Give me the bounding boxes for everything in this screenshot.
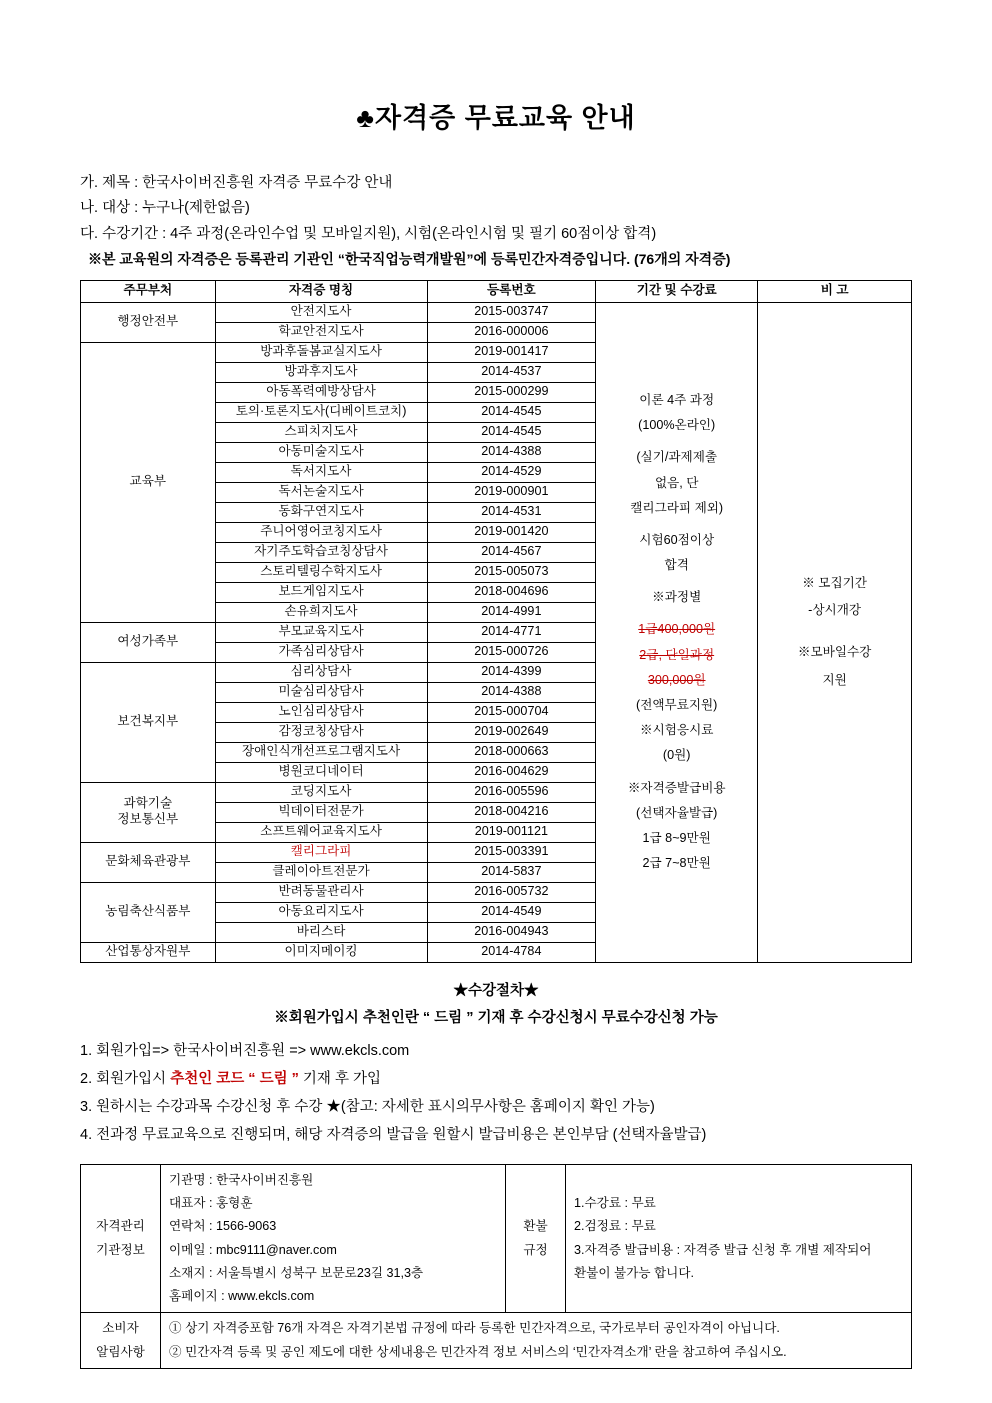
step-number: 3. — [80, 1099, 93, 1116]
cell-registration-number: 2014-4531 — [427, 502, 596, 522]
cell-certificate-name: 독서지도사 — [215, 462, 427, 482]
step-text: 회원가입=> 한국사이버진흥원 => www.ekcls.com — [96, 1042, 410, 1059]
cell-registration-number: 2015-000704 — [427, 702, 596, 722]
cell-certificate-name: 부모교육지도사 — [215, 622, 427, 642]
department-line: 여성가족부 — [117, 634, 179, 649]
cell-certificate-name: 코딩지도사 — [215, 782, 427, 802]
remark-line: -상시개강 — [808, 603, 862, 618]
cell-certificate-name: 소프트웨어교육지도사 — [215, 822, 427, 842]
cell-certificate-name: 이미지메이킹 — [215, 942, 427, 962]
cell-registration-number: 2019-001417 — [427, 342, 596, 362]
org-homepage: 홈페이지 : www.ekcls.com — [169, 1289, 315, 1304]
th-remark: 비 고 — [758, 280, 912, 302]
cell-registration-number: 2016-005732 — [427, 882, 596, 902]
th-department: 주무부처 — [81, 280, 216, 302]
notice-label-line2: 알림사항 — [96, 1344, 145, 1359]
notice-item-1: ① 상기 자격증포함 76개 자격은 자격기본법 규정에 따라 등록한 민간자격으로, 국가로부터 공인자격이 아닙니다. — [169, 1321, 780, 1336]
cell-registration-number: 2015-000299 — [427, 382, 596, 402]
table-row — [81, 1313, 912, 1369]
spacer — [598, 610, 755, 617]
refund-exam: 2.검정료 : 무료 — [574, 1219, 656, 1234]
table-body — [81, 302, 912, 962]
cell-certificate-name: 바리스타 — [215, 922, 427, 942]
cell-certificate-name: 병원코디네이터 — [215, 762, 427, 782]
cell-certificate-name: 스피치지도사 — [215, 422, 427, 442]
cell-department — [81, 302, 216, 342]
fee-line: (전액무료지원) — [636, 698, 718, 712]
cell-department — [81, 662, 216, 782]
fee-line: (선택자율발급) — [636, 805, 718, 820]
fee-line: 1급400,000원 — [638, 622, 716, 637]
cell-registration-number: 2014-4388 — [427, 682, 596, 702]
refund-label-line1: 환불 — [523, 1219, 548, 1234]
step-text-pre: 회원가입시 — [96, 1070, 171, 1087]
title-container — [80, 0, 912, 135]
cell-registration-number: 2018-000663 — [427, 742, 596, 762]
cell-registration-number: 2016-004943 — [427, 922, 596, 942]
table-header-row — [81, 280, 912, 302]
cell-registration-number: 2015-005073 — [427, 562, 596, 582]
cell-certificate-name: 가족심리상담사 — [215, 642, 427, 662]
fee-line: (0원) — [662, 748, 691, 763]
cell-registration-number: 2015-003391 — [427, 842, 596, 862]
step-number: 2. — [80, 1070, 93, 1087]
certificate-table — [80, 280, 912, 963]
procedure-steps — [80, 1037, 912, 1150]
intro-line-subject: 가. 제목 : 한국사이버진흥원 자격증 무료수강 안내 — [80, 175, 393, 191]
cell-certificate-name: 스토리텔링수학지도사 — [215, 562, 427, 582]
org-address: 소재지 : 서울특별시 성북구 보문로23길 31,3층 — [169, 1265, 424, 1280]
fee-line: 1급 8~9만원 — [642, 830, 711, 845]
cell-registration-number: 2014-5837 — [427, 862, 596, 882]
refund-tuition: 1.수강료 : 무료 — [574, 1195, 656, 1210]
cell-certificate-name: 보드게임지도사 — [215, 582, 427, 602]
fee-line: 없음, 단 — [654, 475, 699, 490]
spacer — [598, 769, 755, 776]
fee-line: 2급 7~8만원 — [642, 856, 711, 871]
step-text-pre: 원하시는 수강과목 수강신청 후 수강 — [96, 1099, 327, 1116]
cell-department — [81, 842, 216, 882]
cell-registration-number: 2014-4529 — [427, 462, 596, 482]
cell-department — [81, 342, 216, 622]
spacer — [598, 521, 755, 528]
fee-line: 이론 4주 과정 — [639, 392, 715, 407]
info-label-line2: 기관정보 — [96, 1242, 145, 1257]
fee-line: (실기/과제제출 — [636, 450, 718, 465]
th-registration-number: 등록번호 — [427, 280, 596, 302]
refund-label-line2: 규정 — [523, 1242, 548, 1257]
department-line: 보건복지부 — [117, 714, 179, 729]
cell-registration-number: 2019-000901 — [427, 482, 596, 502]
cell-remark — [758, 302, 912, 962]
remark-line: ※ 모집기간 — [802, 575, 867, 590]
step-text-post: ★(참고: 자세한 표시의무사항은 홈페이지 확인 가능) — [326, 1099, 655, 1116]
intro-line-duration: 다. 수강기간 : 4주 과정(온라인수업 및 모바일지원), 시험(온라인시험 및 필기 60점이상 합격) — [80, 225, 657, 242]
notice-item-2: ② 민간자격 등록 및 공인 제도에 대한 상세내용은 민간자격 정보 서비스의 ‘민간자격소개’ 란을 참고하여 주십시오. — [169, 1344, 787, 1359]
cell-certificate-name: 장애인식개선프로그램지도사 — [215, 742, 427, 762]
info-label-line1: 자격관리 — [96, 1219, 145, 1234]
department-line: 문화체육관광부 — [105, 854, 191, 869]
cell-department — [81, 942, 216, 962]
department-line: 과학기술 — [123, 796, 173, 811]
cell-certificate-name: 아동폭력예방상담사 — [215, 382, 427, 402]
cell-registration-number: 2014-4388 — [427, 442, 596, 462]
info-label-cell — [81, 1164, 161, 1313]
org-name: 기관명 : 한국사이버진흥원 — [169, 1172, 314, 1187]
cell-registration-number: 2014-4991 — [427, 602, 596, 622]
step-text: 전과정 무료교육으로 진행되며, 해당 자격증의 발급을 원할시 발급비용은 본인부담 (선택자율발급) — [96, 1127, 707, 1144]
refund-issue: 3.자격증 발급비용 : 자격증 발급 신청 후 개별 제작되어 — [574, 1242, 872, 1257]
th-certificate-name: 자격증 명칭 — [215, 280, 427, 302]
cell-registration-number: 2014-4545 — [427, 402, 596, 422]
cell-registration-number: 2019-001121 — [427, 822, 596, 842]
step-text-post: 기재 후 가입 — [298, 1070, 381, 1087]
cell-registration-number: 2014-4399 — [427, 662, 596, 682]
department-line: 농림축산식품부 — [105, 904, 191, 919]
cell-certificate-name: 손유희지도사 — [215, 602, 427, 622]
cell-certificate-name: 토의·토론지도사(디베이트코치) — [215, 402, 427, 422]
org-tel: 연락처 : 1566-9063 — [169, 1219, 277, 1234]
cell-period-and-fee — [596, 302, 758, 962]
list-item — [80, 1093, 912, 1121]
spacer — [598, 438, 755, 445]
cell-certificate-name: 주니어영어코칭지도사 — [215, 522, 427, 542]
refund-label-cell — [506, 1164, 566, 1313]
table-row — [81, 302, 912, 322]
cell-department — [81, 882, 216, 942]
cell-certificate-name: 캘리그라피 — [215, 842, 427, 862]
refund-body-cell — [566, 1164, 912, 1313]
department-line: 산업통상자원부 — [105, 944, 191, 959]
cell-certificate-name: 동화구연지도사 — [215, 502, 427, 522]
fee-line: ※과정별 — [652, 590, 702, 605]
refund-issue-cont: 환불이 불가능 합니다. — [574, 1265, 694, 1280]
remark-line: ※모바일수강 — [797, 645, 872, 660]
department-line: 교육부 — [129, 474, 167, 489]
cell-registration-number: 2014-4549 — [427, 902, 596, 922]
cell-certificate-name: 학교안전지도사 — [215, 322, 427, 342]
cell-certificate-name: 자기주도학습코칭상담사 — [215, 542, 427, 562]
procedure-subtitle: ※회원가입시 추천인란 “ 드림 ” 기재 후 수강신청시 무료수강신청 가능 — [274, 1009, 718, 1026]
table-row — [81, 1164, 912, 1313]
cell-registration-number: 2016-000006 — [427, 322, 596, 342]
fee-line: 합격 — [664, 558, 689, 573]
cell-certificate-name: 독서논술지도사 — [215, 482, 427, 502]
notice-body-cell — [161, 1313, 912, 1369]
cell-certificate-name: 방과후돌봄교실지도사 — [215, 342, 427, 362]
cell-registration-number: 2016-005596 — [427, 782, 596, 802]
cell-registration-number: 2014-4545 — [427, 422, 596, 442]
step-text-highlight: 추천인 코드 “ 드림 ” — [170, 1070, 299, 1087]
org-email: 이메일 : mbc9111@naver.com — [169, 1242, 337, 1257]
department-line: 정보통신부 — [117, 812, 179, 827]
fee-line: ※시험응시료 — [639, 723, 714, 738]
cell-certificate-name: 노인심리상담사 — [215, 702, 427, 722]
cell-department — [81, 622, 216, 662]
institution-info-table — [80, 1164, 912, 1369]
cell-certificate-name: 심리상담사 — [215, 662, 427, 682]
list-item — [80, 1065, 912, 1093]
cell-registration-number: 2015-003747 — [427, 302, 596, 322]
page-title: ♣자격증 무료교육 안내 — [356, 103, 636, 133]
cell-registration-number: 2015-000726 — [427, 642, 596, 662]
cell-certificate-name: 아동미술지도사 — [215, 442, 427, 462]
cell-registration-number: 2016-004629 — [427, 762, 596, 782]
cell-certificate-name: 클레이아트전문가 — [215, 862, 427, 882]
cell-certificate-name: 아동요리지도사 — [215, 902, 427, 922]
cell-certificate-name: 반려동물관리사 — [215, 882, 427, 902]
procedure-title: ★수강절차★ — [453, 982, 539, 999]
intro-line-target: 나. 대상 : 누구나(제한없음) — [80, 200, 250, 217]
notice-label-cell — [81, 1313, 161, 1369]
fee-line: 2급, 단일과정 — [639, 647, 715, 662]
department-line: 행정안전부 — [117, 314, 179, 329]
cell-certificate-name: 안전지도사 — [215, 302, 427, 322]
info-body-cell — [161, 1164, 506, 1313]
intro-note: ※본 교육원의 자격증은 등록관리 기관인 “한국직업능력개발원”에 등록민간자격증입니다. (76개의 자격증) — [88, 251, 731, 268]
list-item — [80, 1121, 912, 1149]
spacer — [598, 578, 755, 585]
remark-line: 지원 — [822, 672, 847, 687]
step-number: 4. — [80, 1127, 93, 1144]
cell-registration-number: 2018-004216 — [427, 802, 596, 822]
notice-label-line1: 소비자 — [102, 1321, 139, 1336]
cell-certificate-name: 미술심리상담사 — [215, 682, 427, 702]
step-number: 1. — [80, 1042, 93, 1059]
cell-certificate-name: 빅데이터전문가 — [215, 802, 427, 822]
cell-registration-number: 2014-4537 — [427, 362, 596, 382]
fee-line: (100%온라인) — [638, 418, 716, 433]
org-ceo: 대표자 : 홍형훈 — [169, 1195, 253, 1210]
cell-registration-number: 2019-001420 — [427, 522, 596, 542]
cell-registration-number: 2014-4567 — [427, 542, 596, 562]
intro-block — [80, 171, 912, 272]
fee-line: ※자격증발급비용 — [627, 780, 726, 795]
cell-department — [81, 782, 216, 842]
th-period-fee: 기간 및 수강료 — [596, 280, 758, 302]
cell-registration-number: 2014-4784 — [427, 942, 596, 962]
cell-certificate-name: 방과후지도사 — [215, 362, 427, 382]
cell-registration-number: 2014-4771 — [427, 622, 596, 642]
cell-registration-number: 2019-002649 — [427, 722, 596, 742]
fee-line: 300,000원 — [647, 672, 706, 687]
cell-certificate-name: 감정코칭상담사 — [215, 722, 427, 742]
spacer — [760, 625, 909, 639]
cell-registration-number: 2018-004696 — [427, 582, 596, 602]
fee-line: 캘리그라피 제외) — [630, 500, 724, 515]
list-item — [80, 1037, 912, 1065]
fee-line: 시험60점이상 — [639, 532, 715, 547]
